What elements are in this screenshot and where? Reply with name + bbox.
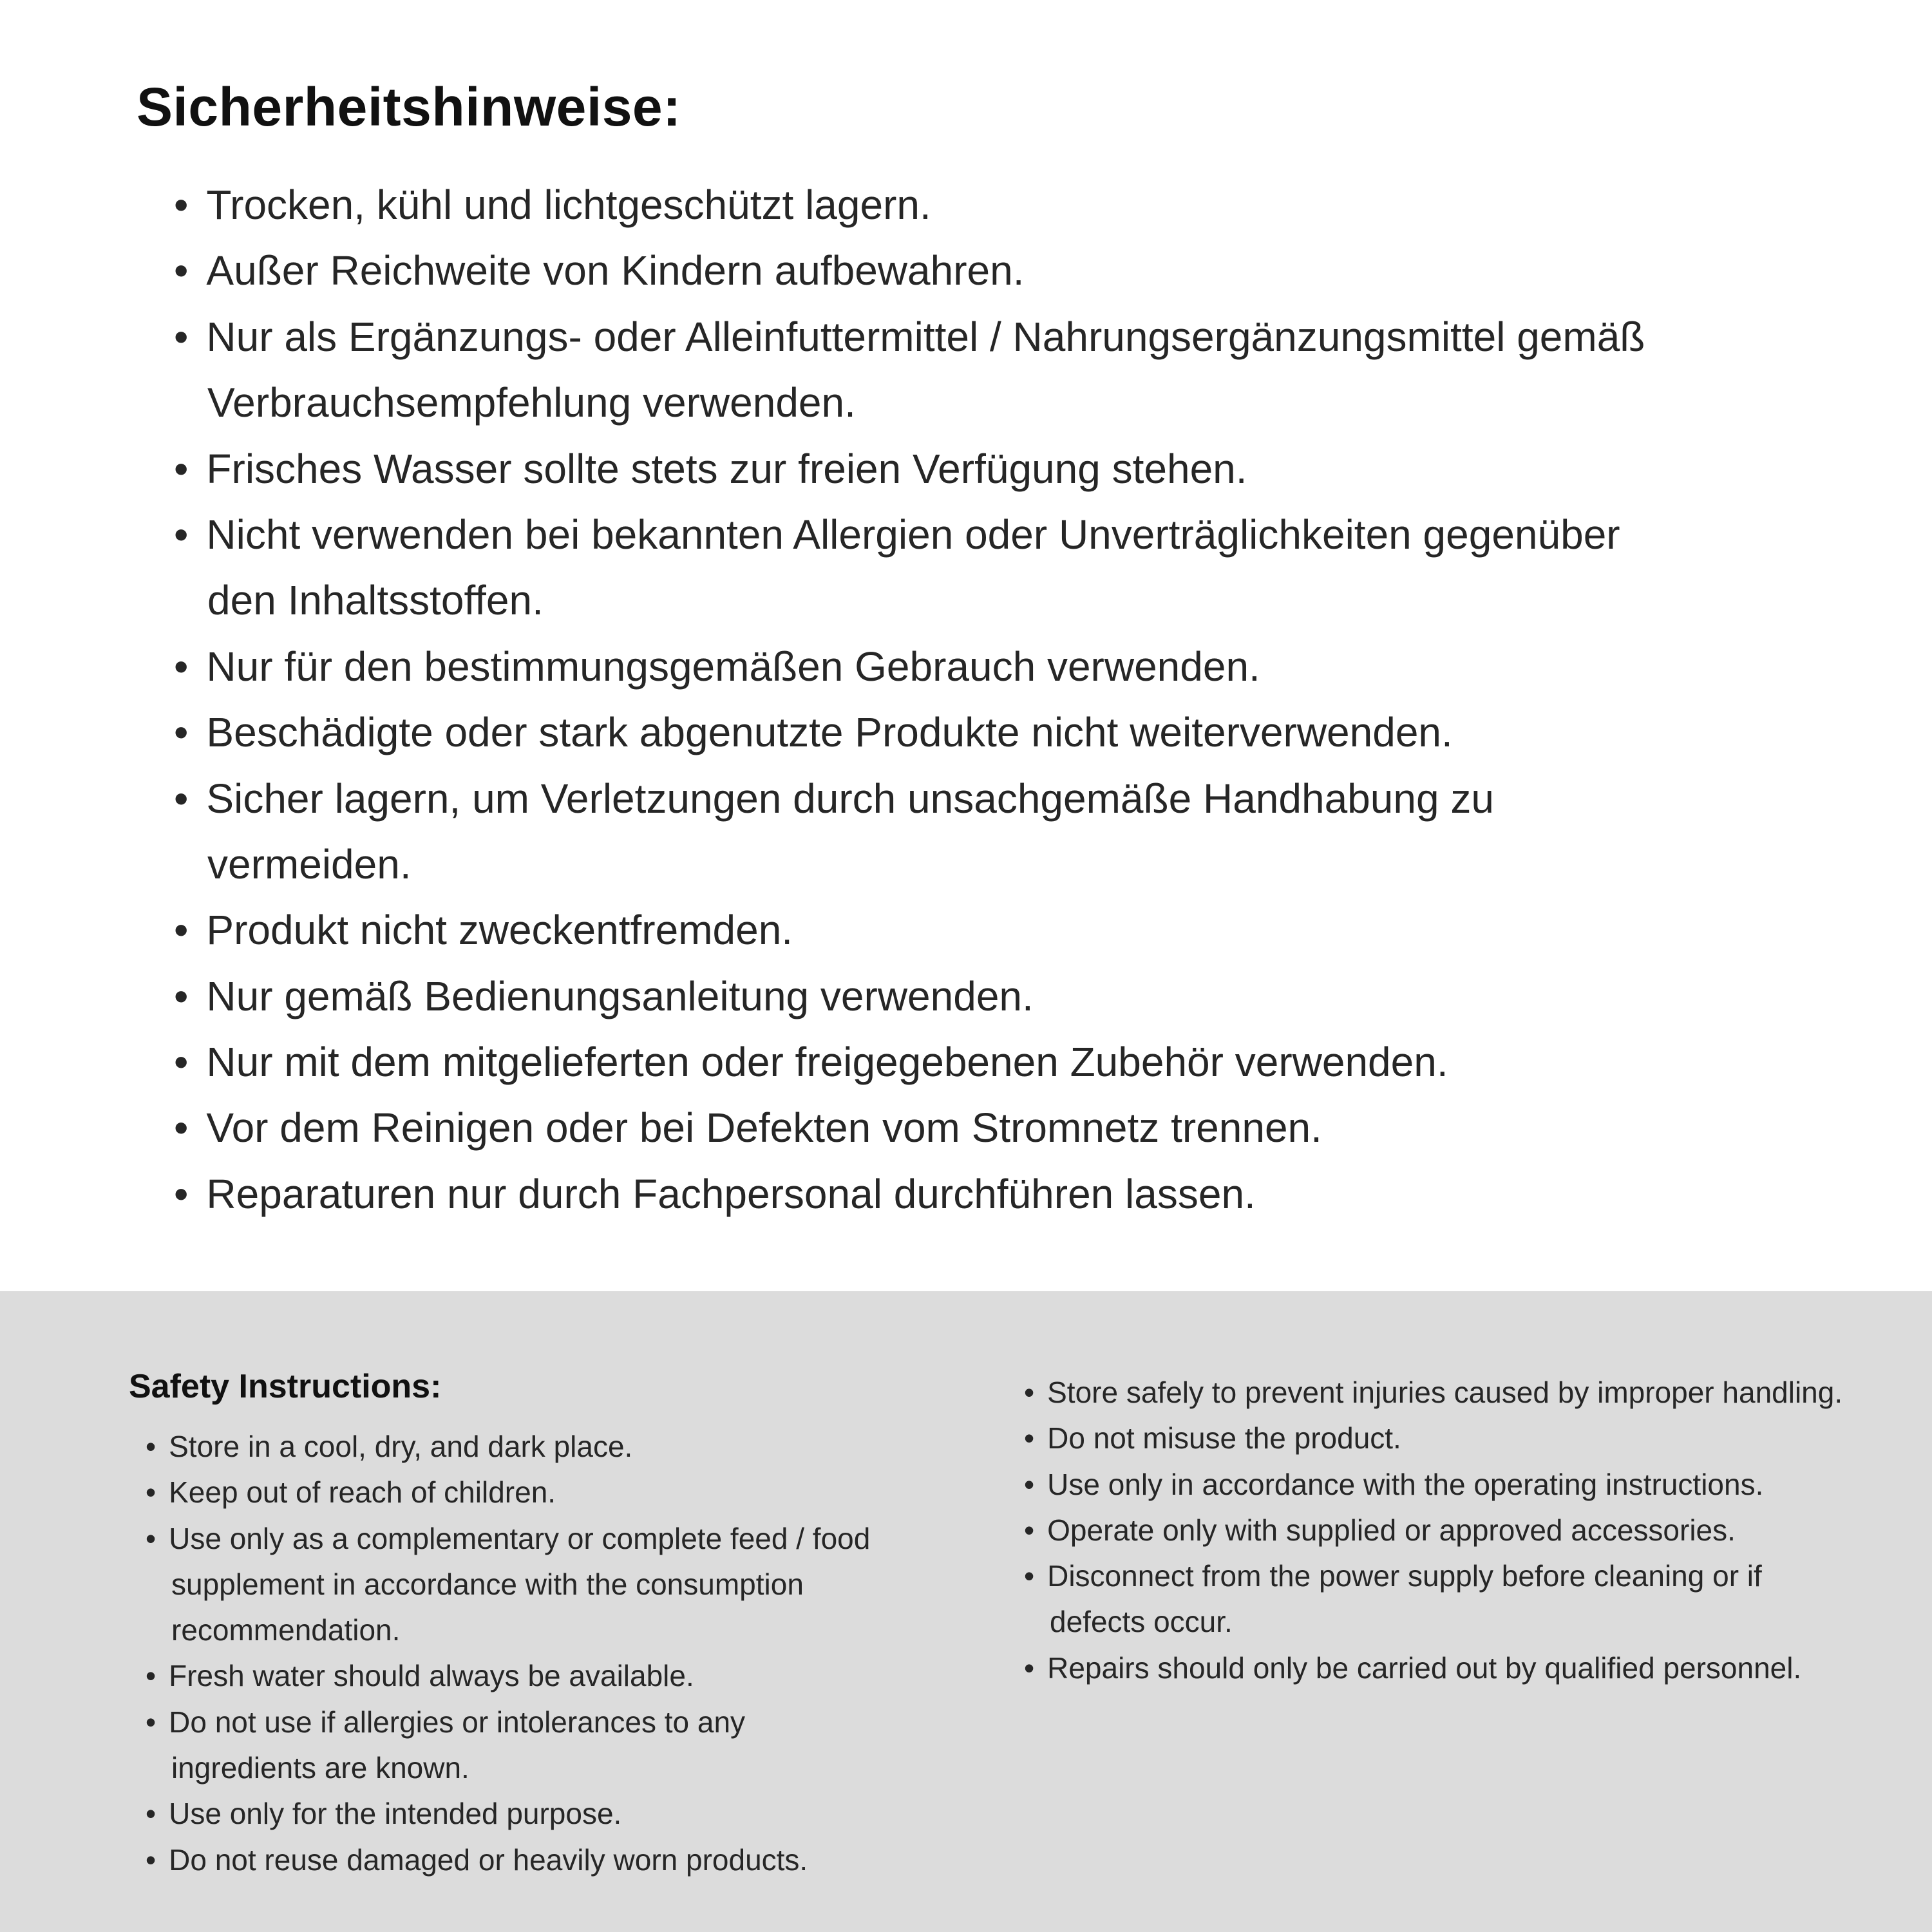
list-item: • Repairs should only be carried out by qualified personnel. [1024, 1645, 1848, 1691]
list-item: • Use only for the intended purpose. [146, 1791, 895, 1837]
list-item: • Store in a cool, dry, and dark place. [146, 1424, 895, 1470]
list-item: • Operate only with supplied or approved accessories. [1024, 1508, 1848, 1553]
list-item: • Keep out of reach of children. [146, 1470, 895, 1515]
list-item: • Do not use if allergies or intolerances to any ingredients are known. [146, 1700, 895, 1792]
english-safety-right-column [1024, 1367, 1848, 1932]
list-item: • Nur für den bestimmungsgemäßen Gebrauch verwenden. [174, 634, 1695, 699]
column-spacer [937, 1367, 1024, 1932]
list-item: • Do not misuse the product. [1024, 1416, 1848, 1461]
list-item: • Trocken, kühl und lichtgeschützt lagern. [174, 172, 1695, 238]
list-item: • Sicher lagern, um Verletzungen durch unsachgemäße Handhabung zu vermeiden. [174, 766, 1695, 898]
list-item: • Frisches Wasser sollte stets zur freien Verfügung stehen. [174, 436, 1695, 502]
list-item: • Produkt nicht zweckentfremden. [174, 897, 1695, 963]
list-item: • Use only as a complementary or complete feed / food supplement in accordance with the consumption recommendation. [146, 1516, 895, 1654]
list-item: • Außer Reichweite von Kindern aufbewahren. [174, 238, 1695, 303]
list-item: • Beschädigte oder stark abgenutzte Produkte nicht weiterverwenden. [174, 699, 1695, 765]
english-safety-left-column [129, 1367, 937, 1932]
list-item: • Disconnect from the power supply before cleaning or if defects occur. [1024, 1553, 1848, 1645]
list-item: • Use only in accordance with the operating instructions. [1024, 1462, 1848, 1508]
list-item: • Nur gemäß Bedienungsanleitung verwenden. [174, 963, 1695, 1029]
english-safety-list-left [129, 1424, 895, 1883]
english-safety-section [0, 1291, 1932, 1932]
list-item: • Do not reuse damaged or heavily worn products. [146, 1837, 895, 1883]
german-safety-title: Sicherheitshinweise: [137, 77, 681, 137]
list-item: • Nicht verwenden bei bekannten Allergien oder Unverträglichkeiten gegenüber den Inhaltsstoffen. [174, 502, 1695, 634]
list-item: • Reparaturen nur durch Fachpersonal durchführen lassen. [174, 1161, 1695, 1227]
list-item: • Nur mit dem mitgelieferten oder freigegebenen Zubehör verwenden. [174, 1029, 1695, 1095]
list-item: • Nur als Ergänzungs- oder Alleinfuttermittel / Nahrungsergänzungsmittel gemäß Verbrauchsempfehlung verwenden. [174, 304, 1695, 436]
list-item: • Vor dem Reinigen oder bei Defekten vom Stromnetz trennen. [174, 1095, 1695, 1160]
list-item: • Fresh water should always be available. [146, 1653, 895, 1699]
english-safety-title: Safety Instructions: [129, 1368, 442, 1405]
german-safety-list [137, 172, 1695, 1227]
english-safety-list-right [1024, 1370, 1848, 1691]
list-item: • Store safely to prevent injuries caused by improper handling. [1024, 1370, 1848, 1416]
